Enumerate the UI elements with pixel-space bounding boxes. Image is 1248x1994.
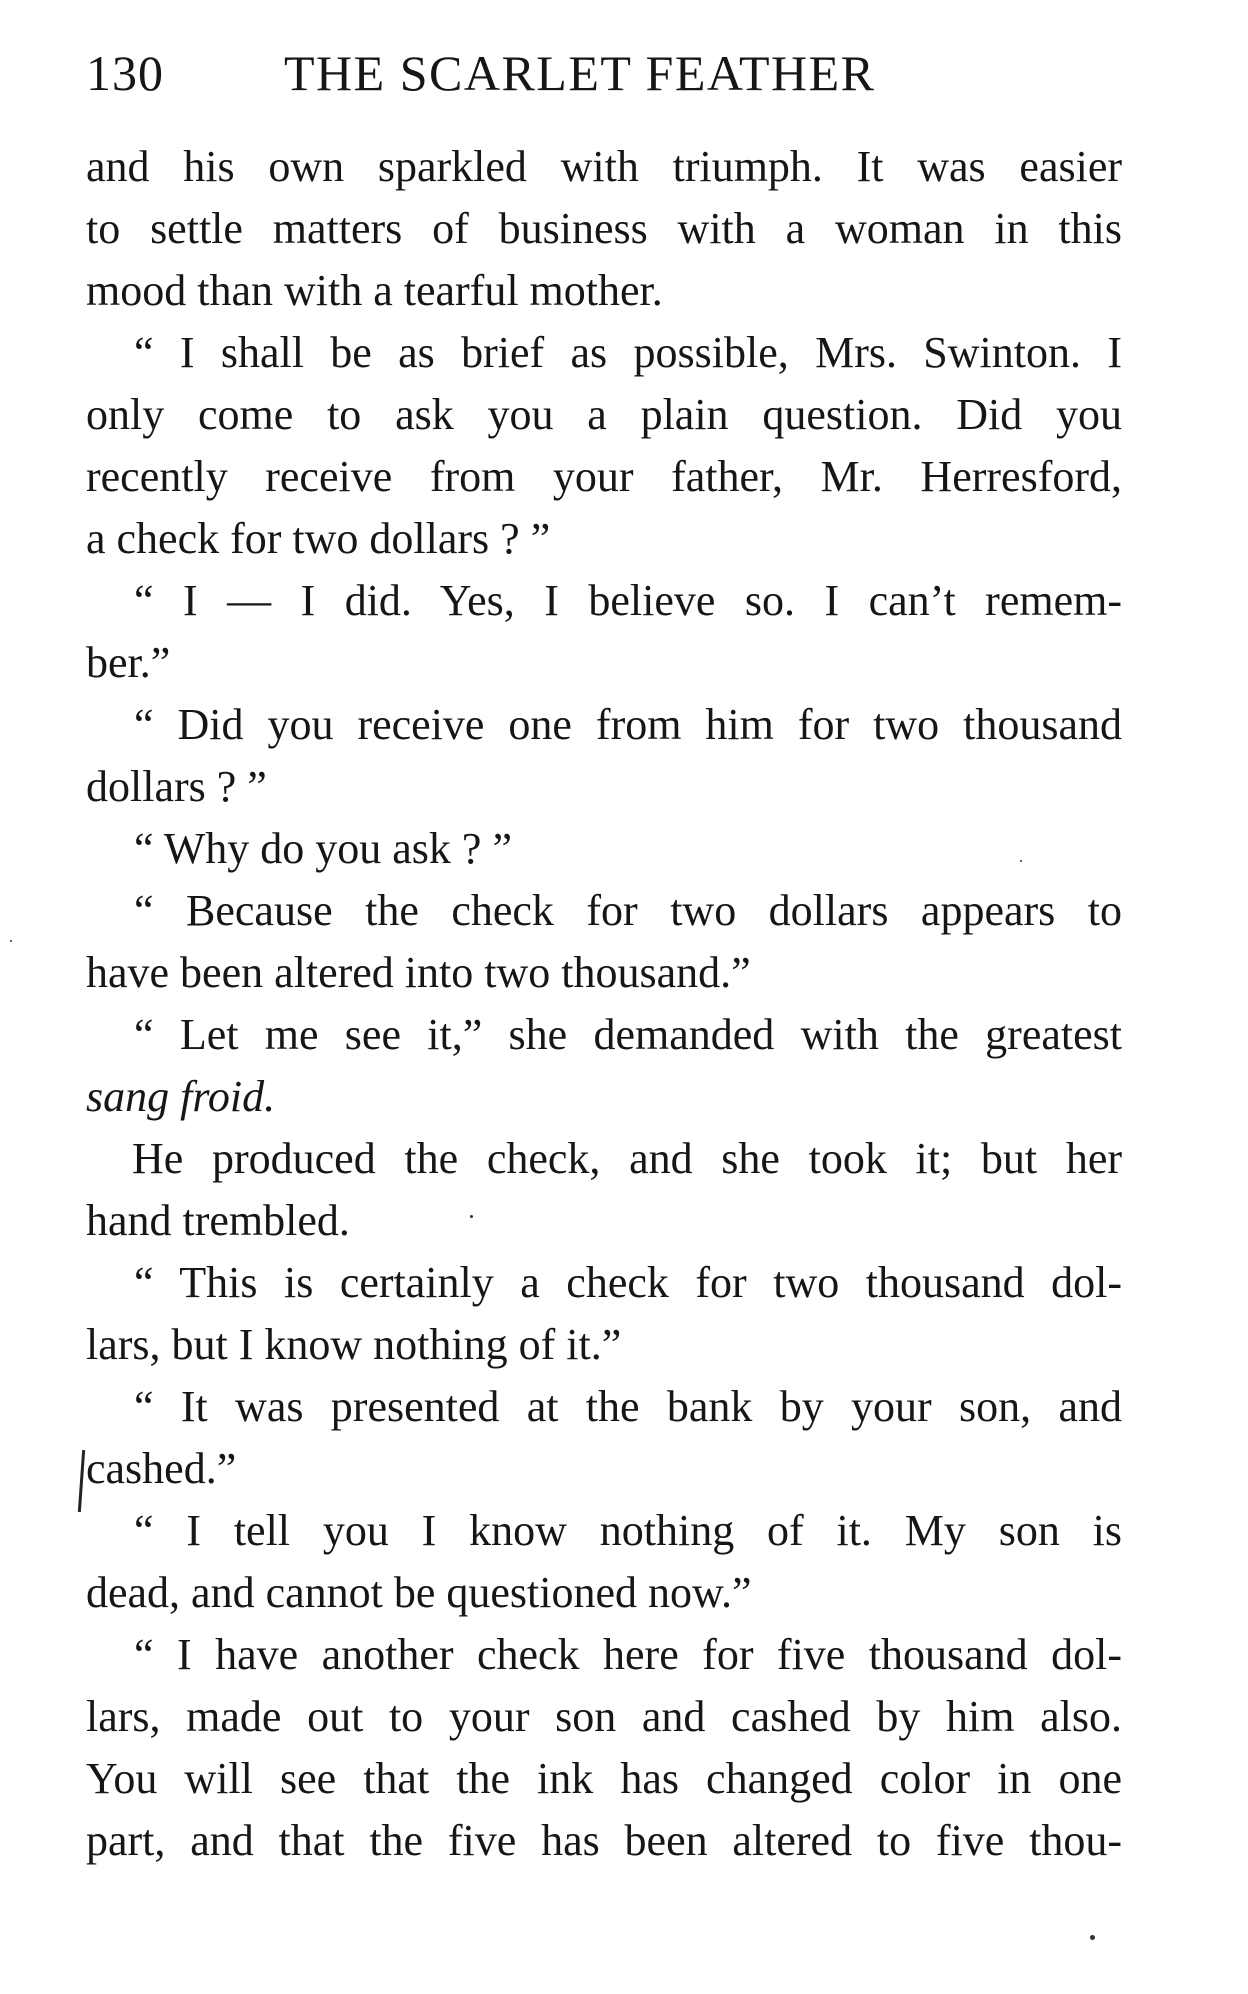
text-line: “ Let me see it,” she demanded with the greatest (134, 1010, 1122, 1059)
text-line: only come to ask you a plain question. Did you (86, 390, 1122, 439)
text-line: lars, but I know nothing of it.” (86, 1320, 622, 1369)
text-line: recently receive from your father, Mr. Herresford, (86, 452, 1122, 501)
text-line: dead, and cannot be questioned now.” (86, 1568, 752, 1617)
text-line: “ I tell you I know nothing of it. My son is (134, 1506, 1122, 1555)
margin-mark (78, 1450, 85, 1512)
text-line: “ It was presented at the bank by your son, and (134, 1382, 1122, 1431)
text-line: “ Did you receive one from him for two thousand (134, 700, 1122, 749)
text-line: ber.” (86, 638, 171, 687)
text-line: and his own sparkled with triumph. It was easier (86, 142, 1122, 191)
text-line: cashed.” (86, 1444, 237, 1493)
text-line: “ I shall be as brief as possible, Mrs. Swinton. I (134, 328, 1122, 377)
scan-speck (470, 1215, 473, 1218)
text-line: “ Because the check for two dollars appears to (134, 886, 1122, 935)
text-line: “ I — I did. Yes, I believe so. I can’t remem- (134, 576, 1122, 625)
text-line: “ This is certainly a check for two thousand dol- (134, 1258, 1122, 1307)
text-line: have been altered into two thousand.” (86, 948, 751, 997)
text-line: mood than with a tearful mother. (86, 266, 663, 315)
body-text (86, 136, 1122, 1872)
text-line: lars, made out to your son and cashed by him also. (86, 1692, 1122, 1741)
text-line: part, and that the five has been altered to five thou- (86, 1816, 1122, 1865)
text-line: dollars ? ” (86, 762, 267, 811)
running-title: THE SCARLET FEATHER (284, 45, 876, 101)
text-line: “ I have another check here for five thousand dol- (134, 1630, 1122, 1679)
scan-speck (1090, 1935, 1095, 1940)
scan-speck (1020, 860, 1022, 862)
scan-speck (10, 940, 12, 942)
text-line: a check for two dollars ? ” (86, 514, 551, 563)
text-line: to settle matters of business with a woman in this (86, 204, 1122, 253)
text-line: “ Why do you ask ? ” (134, 824, 512, 873)
page-header (86, 38, 1126, 108)
text-line-italic: sang froid. (86, 1072, 276, 1121)
text-line: hand trembled. (86, 1196, 350, 1245)
text-line: You will see that the ink has changed color in one (86, 1754, 1122, 1803)
text-line: He produced the check, and she took it; but her (132, 1134, 1122, 1183)
page-number: 130 (86, 45, 164, 101)
